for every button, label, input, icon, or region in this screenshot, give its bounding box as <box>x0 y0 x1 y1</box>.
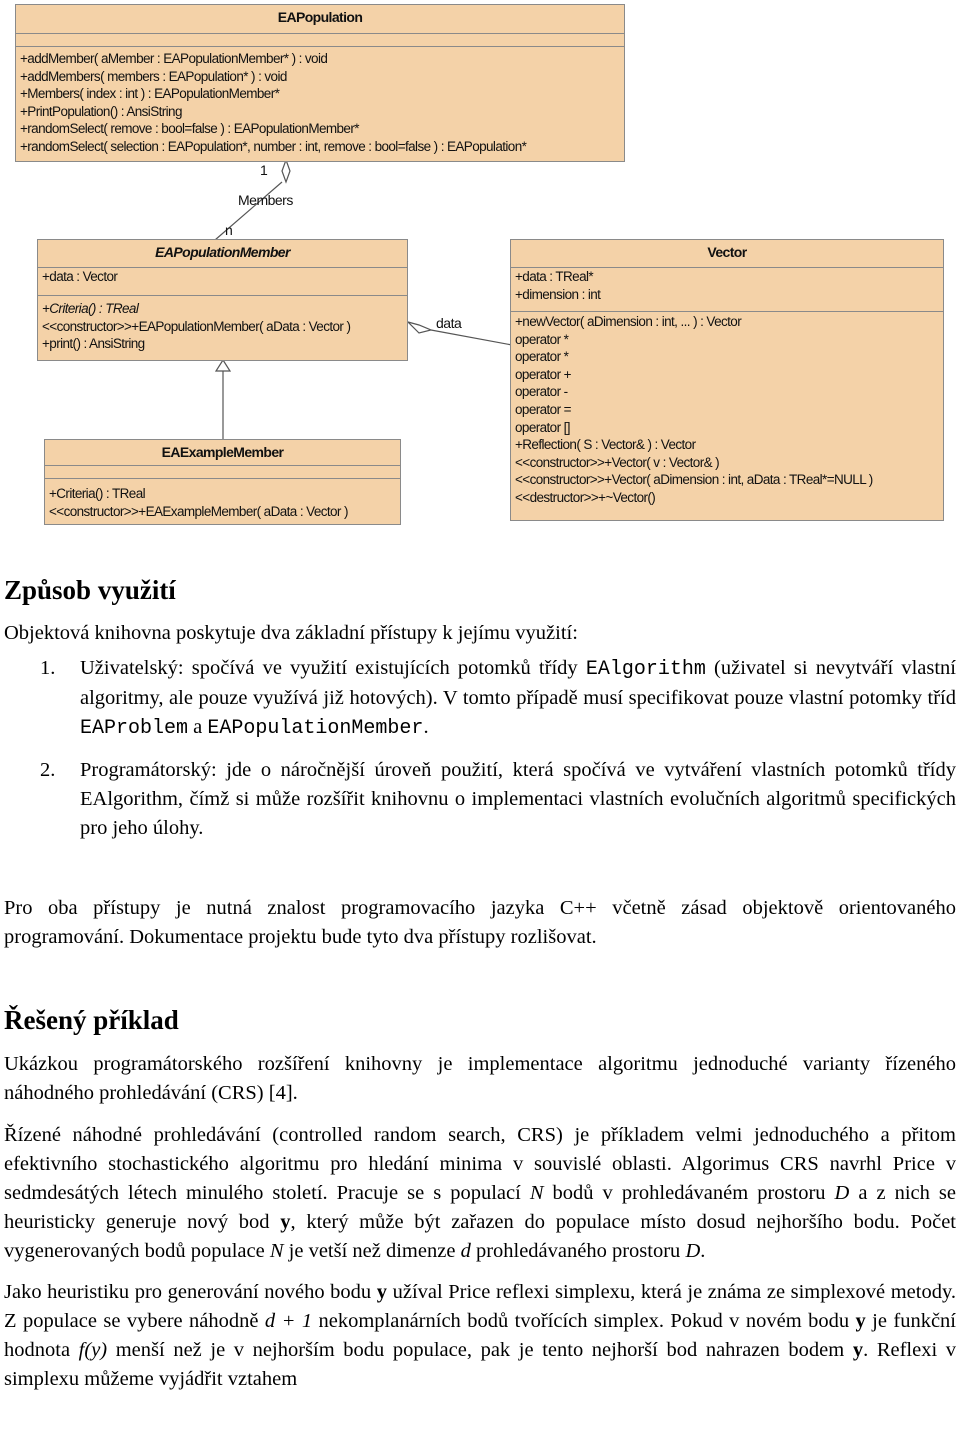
code-ealgorithm: EAlgorithm <box>585 658 706 681</box>
method-line: operator * <box>515 331 569 347</box>
example-paragraph-3: Jako heuristiku pro generování nového bodu y užíval Price reflexi simplexu, která je známa ze simplexové metody. Z populace se vybere náhodně d + 1 nekomplanárních bodů tvořících simplex. Pokud v novém bodu y je funkční hodnota f(y) menší než je v nejhorším bodu populace, pak je tento nejhorší bod nahrazen bodem y. Reflexi v simplexu můžeme vyjádřit vztahem <box>4 1281 957 1390</box>
class-eaexamplemember-attributes <box>45 466 400 479</box>
class-eapopulation <box>15 4 625 162</box>
usage-intro: Objektová knihovna poskytuje dva základní přístupy k jejímu využití: <box>4 622 578 644</box>
heading-solved-example: Řešený příklad <box>4 1005 179 1035</box>
method-line: +print() : AnsiString <box>42 336 145 352</box>
method-line: +Members( index : int ) : EAPopulationMember* <box>20 86 280 102</box>
multiplicity-n-label: n <box>225 222 233 238</box>
class-eapopulationmember <box>37 239 408 361</box>
method-line: +addMembers( members : EAPopulation* ) : void <box>20 68 287 84</box>
section-solved-example <box>4 1004 956 1394</box>
list-item-number: 2. <box>40 759 56 781</box>
data-association-line <box>431 330 512 345</box>
class-eaexamplemember-title: EAExampleMember <box>45 440 400 466</box>
list-item-number: 1. <box>40 657 56 679</box>
code-eapopulationmember: EAPopulationMember <box>207 717 424 740</box>
heading-usage: Způsob využití <box>4 575 176 605</box>
attribute-line: +data : TReal* <box>515 269 594 284</box>
class-eapopulation-methods <box>16 47 624 156</box>
attribute-line: +data : Vector <box>42 269 118 284</box>
method-line: <<destructor>>+~Vector() <box>515 489 656 505</box>
data-aggregation-diamond <box>408 322 431 333</box>
method-line: +randomSelect( selection : EAPopulation*, number : int, remove : bool=false ) : EAPopulation* <box>20 138 527 154</box>
method-line: +addMember( aMember : EAPopulationMember* ) : void <box>20 51 328 66</box>
class-eapopulation-title: EAPopulation <box>16 5 624 34</box>
class-vector-methods <box>511 312 943 507</box>
method-line: operator [] <box>515 419 570 435</box>
usage-list <box>4 654 956 843</box>
class-vector <box>510 239 944 521</box>
method-line: operator + <box>515 366 571 382</box>
inheritance-arrowhead <box>216 360 230 371</box>
method-line: +Criteria() : TReal <box>42 301 139 316</box>
method-line: +randomSelect( remove : bool=false ) : EAPopulationMember* <box>20 121 359 137</box>
section-usage <box>4 574 956 952</box>
class-eapopulationmember-methods <box>38 296 407 353</box>
method-line: <<constructor>>+EAExampleMember( aData : Vector ) <box>49 503 348 519</box>
members-aggregation-diamond <box>282 160 290 182</box>
method-line: +newVector( aDimension : int, ... ) : Vector <box>515 314 742 329</box>
data-role-label: data <box>436 315 462 331</box>
class-eapopulation-attributes <box>16 34 624 47</box>
example-paragraph-1: Ukázkou programátorského rozšíření knihovny je implementace algoritmu jednoduché varianty řízeného náhodného prohledávání (CRS) [4]. <box>4 1053 956 1104</box>
class-vector-attributes <box>511 268 943 312</box>
example-paragraph-2: Řízené náhodné prohledávání (controlled random search, CRS) je příkladem velmi jednoduchého a přitom efektivního stochastického algoritmu pro hledání minima v souvislé oblasti. Algorimus CRS navrhl Price v sedmdesátých létech minulého století. Pracuje se s populací N bodů v prohledávaném prostoru D a z nich se heuristicky generuje nový bod y, který může být zařazen do populace místo dosud nejhoršího bodu. Počet vygenerovaných bodů populace N je vetší než dimenze d prohledávaného prostoru D. <box>4 1124 956 1262</box>
class-eaexamplemember-methods <box>45 479 400 520</box>
class-vector-title: Vector <box>511 240 943 268</box>
class-eapopulationmember-title: EAPopulationMember <box>38 240 407 268</box>
method-line: +Reflection( S : Vector& ) : Vector <box>515 437 696 453</box>
method-line: operator * <box>515 349 569 365</box>
class-eaexamplemember <box>44 439 401 525</box>
attribute-line: +dimension : int <box>515 286 601 302</box>
code-eaproblem: EAProblem <box>80 717 189 740</box>
usage-closing: Pro oba přístupy je nutná znalost programovacího jazyka C++ včetně zásad objektově orientovaného programování. Dokumentace projektu bude tyto dva přístupy rozlišovat. <box>4 897 956 948</box>
multiplicity-one-label: 1 <box>260 162 268 178</box>
method-line: <<constructor>>+Vector( v : Vector& ) <box>515 454 720 470</box>
method-line: operator = <box>515 401 571 417</box>
class-eapopulationmember-attributes <box>38 268 407 296</box>
method-line: +PrintPopulation() : AnsiString <box>20 103 182 119</box>
list-item: 2. Programátorský: jde o náročnější úroveň použití, která spočívá ve vytváření vlastních potomků třídy EAlgorithm, čímž si může rozšířit knihovnu o implementaci vlastních evolučních algoritmů specifických pro jeho úlohy. <box>4 756 956 843</box>
list-item: 1. Uživatelský: spočívá ve využití existujících potomků třídy EAlgorithm (uživatel si nevytváří vlastní algoritmy, ale pouze využívá již hotových). V tomto případě musí specifikovat pouze vlastní potomky tříd EAProblem a EAPopulationMember. <box>4 654 956 743</box>
method-line: +Criteria() : TReal <box>49 486 146 501</box>
method-line: <<constructor>>+Vector( aDimension : int, aData : TReal*=NULL ) <box>515 472 873 488</box>
method-line: operator - <box>515 384 568 400</box>
method-line: <<constructor>>+EAPopulationMember( aData : Vector ) <box>42 318 351 334</box>
members-role-label: Members <box>238 192 293 208</box>
